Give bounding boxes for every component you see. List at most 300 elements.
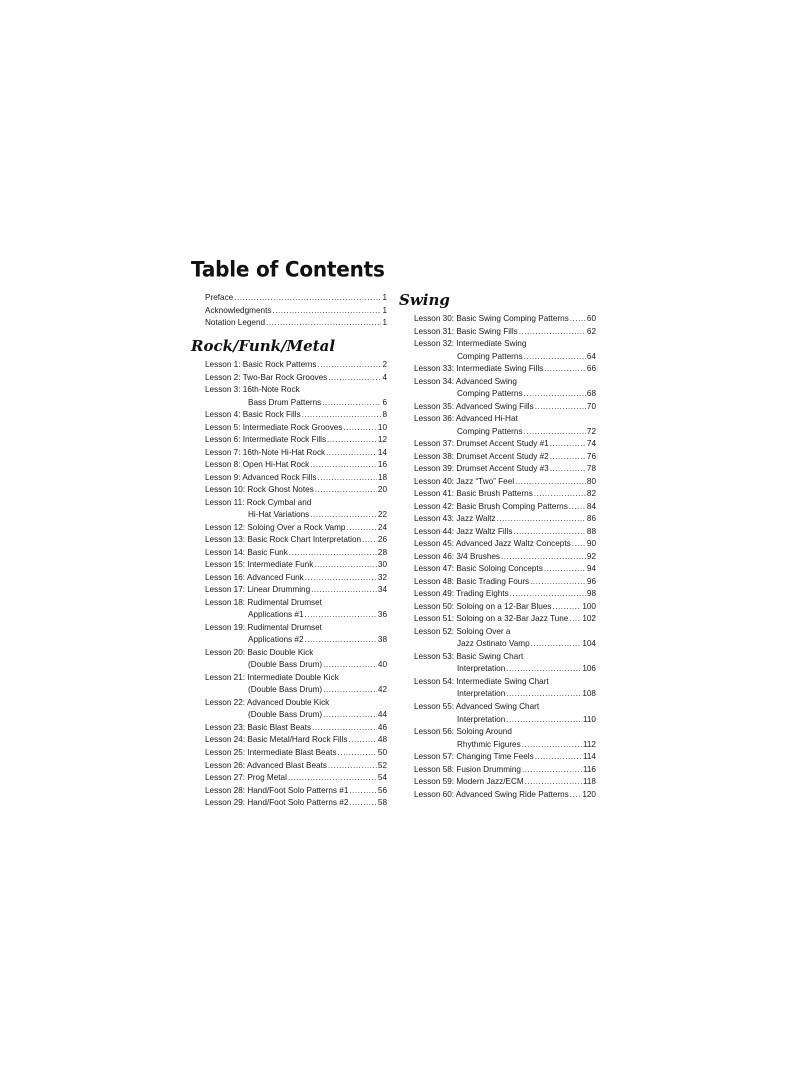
- toc-entry-title: Lesson 12: Soloing Over a Rock Vamp: [205, 522, 346, 532]
- toc-entry[interactable]: [414, 789, 596, 802]
- dot-leader: [501, 551, 586, 564]
- dot-leader: [550, 451, 586, 464]
- toc-entry-line: [205, 372, 387, 385]
- toc-entry[interactable]: [205, 372, 387, 385]
- toc-entry-line: [414, 701, 596, 714]
- toc-entry-continuation: [205, 509, 387, 522]
- toc-entry-line: [414, 326, 596, 339]
- toc-entry[interactable]: [414, 626, 596, 651]
- toc-entry-page-number: 92: [586, 551, 596, 561]
- toc-entry-title: Lesson 20: Basic Double Kick: [205, 647, 314, 657]
- toc-entry-line: [414, 613, 596, 626]
- toc-entry-page-number: 68: [586, 389, 596, 399]
- toc-entry-title: Lesson 41: Basic Brush Patterns: [414, 489, 533, 499]
- toc-entry-line: [205, 384, 387, 397]
- toc-entry-page-number: 118: [582, 777, 596, 787]
- dot-leader: [569, 501, 586, 514]
- toc-entry[interactable]: [414, 563, 596, 576]
- toc-entry[interactable]: [414, 776, 596, 789]
- toc-entry[interactable]: [205, 547, 387, 560]
- dot-leader: [234, 292, 381, 305]
- toc-entry-title: Lesson 35: Advanced Swing Fills: [414, 401, 534, 411]
- toc-entry-title: Lesson 53: Basic Swing Chart: [414, 651, 524, 661]
- toc-entry[interactable]: [205, 772, 387, 785]
- toc-entry-title: Lesson 9: Advanced Rock Fills: [205, 472, 317, 482]
- toc-entry-line: [205, 409, 387, 422]
- dot-leader: [349, 785, 377, 798]
- toc-entry-title-continued: Comping Patterns: [457, 426, 523, 436]
- toc-entry[interactable]: [414, 751, 596, 764]
- toc-entry[interactable]: [414, 326, 596, 339]
- toc-entry-title: Lesson 22: Advanced Double Kick: [205, 697, 330, 707]
- toc-entry-title: Lesson 31: Basic Swing Fills: [414, 326, 518, 336]
- dot-leader: [328, 372, 381, 385]
- toc-entry-title: Lesson 52: Soloing Over a: [414, 626, 511, 636]
- dot-leader: [569, 613, 581, 626]
- toc-entry-title: Lesson 60: Advanced Swing Ride Patterns: [414, 789, 569, 799]
- toc-entry-line: [205, 305, 387, 318]
- toc-entry-title: Lesson 4: Basic Rock Fills: [205, 410, 301, 420]
- toc-entry[interactable]: [205, 497, 387, 522]
- toc-entry-page-number: 64: [586, 351, 596, 361]
- dot-leader: [288, 772, 377, 785]
- toc-entry-page-number: 50: [377, 747, 387, 757]
- toc-entry-page-number: 112: [582, 739, 596, 749]
- toc-entry-page-number: 74: [586, 439, 596, 449]
- dot-leader: [314, 559, 377, 572]
- toc-entry[interactable]: [205, 317, 387, 330]
- toc-entry-continuation: [414, 688, 596, 701]
- dot-leader: [346, 522, 376, 535]
- toc-entry-line: [205, 760, 387, 773]
- toc-entry-title: Lesson 57: Changing Time Feels: [414, 752, 534, 762]
- toc-entry-continuation: [205, 634, 387, 647]
- toc-entry[interactable]: [414, 651, 596, 676]
- toc-entry-page-number: 30: [377, 560, 387, 570]
- toc-entry-line: [414, 776, 596, 789]
- toc-entry-page-number: 34: [377, 585, 387, 595]
- toc-entry-line: [205, 434, 387, 447]
- dot-leader: [535, 751, 582, 764]
- toc-entry-line: [205, 672, 387, 685]
- toc-entry-page-number: 22: [377, 510, 387, 520]
- toc-entry-title: Lesson 2: Two-Bar Rock Grooves: [205, 372, 328, 382]
- toc-entry-page-number: 72: [586, 426, 596, 436]
- dot-leader: [318, 472, 377, 485]
- dot-leader: [349, 797, 377, 810]
- toc-entry-continuation: [205, 659, 387, 672]
- toc-entry-line: [414, 789, 596, 802]
- toc-entry-line: [205, 547, 387, 560]
- toc-entry-line: [205, 647, 387, 660]
- dot-leader: [544, 563, 586, 576]
- dot-leader: [362, 534, 377, 547]
- dot-leader: [570, 789, 582, 802]
- toc-entry[interactable]: [205, 447, 387, 460]
- toc-entry[interactable]: [414, 613, 596, 626]
- toc-entry-line: [414, 576, 596, 589]
- toc-entry-line: [414, 413, 596, 426]
- toc-entry-line: [205, 497, 387, 510]
- toc-entry-line: [205, 459, 387, 472]
- toc-entry-page-number: 6: [382, 397, 387, 407]
- dot-leader: [289, 547, 377, 560]
- toc-entry-title: Lesson 46: 3/4 Brushes: [414, 551, 501, 561]
- toc-entry-title-continued: Applications #1: [248, 610, 304, 620]
- toc-entry-line: [205, 447, 387, 460]
- toc-entry-title: Lesson 44: Jazz Waltz Fills: [414, 526, 513, 536]
- toc-entry-title: Lesson 29: Hand/Foot Solo Patterns #2: [205, 798, 349, 808]
- toc-entry-page-number: 52: [377, 760, 387, 770]
- toc-entry-title: Lesson 1: Basic Rock Patterns: [205, 360, 317, 369]
- toc-entry[interactable]: [205, 292, 387, 305]
- toc-entry[interactable]: [414, 338, 596, 363]
- swing-list: [414, 313, 596, 801]
- dot-leader: [525, 776, 582, 789]
- dot-leader: [272, 305, 381, 318]
- toc-entry[interactable]: [205, 760, 387, 773]
- toc-entry-title: Lesson 47: Basic Soloing Concepts: [414, 564, 543, 574]
- toc-entry-title-continued: Interpretation: [457, 714, 506, 724]
- toc-entry-title: Lesson 19: Rudimental Drumset: [205, 622, 322, 632]
- toc-entry[interactable]: [414, 701, 596, 726]
- toc-entry[interactable]: [414, 588, 596, 601]
- toc-entry-page-number: 38: [377, 635, 387, 645]
- toc-entry-line: [205, 584, 387, 597]
- toc-entry-line: [414, 651, 596, 664]
- toc-entry-line: [414, 363, 596, 376]
- toc-entry[interactable]: [205, 584, 387, 597]
- toc-entry[interactable]: [205, 747, 387, 760]
- toc-entry[interactable]: [205, 559, 387, 572]
- toc-entry-title: Lesson 5: Intermediate Rock Grooves: [205, 422, 343, 432]
- toc-entry[interactable]: [205, 734, 387, 747]
- dot-leader: [535, 401, 586, 414]
- dot-leader: [338, 747, 377, 760]
- toc-entry-line: [205, 622, 387, 635]
- dot-leader: [550, 463, 586, 476]
- toc-entry-line: [414, 563, 596, 576]
- toc-entry[interactable]: [414, 363, 596, 376]
- toc-entry-line: [414, 626, 596, 639]
- toc-entry-page-number: 106: [582, 664, 596, 674]
- toc-entry-line: [205, 785, 387, 798]
- toc-entry-continuation: [205, 397, 387, 410]
- toc-entry-line: [205, 797, 387, 810]
- toc-entry-line: [414, 601, 596, 614]
- section-title-swing: Swing: [399, 291, 450, 309]
- dot-leader: [318, 359, 382, 372]
- toc-entry-line: [205, 597, 387, 610]
- dot-leader: [348, 734, 376, 747]
- toc-entry-title: Lesson 48: Basic Trading Fours: [414, 576, 530, 586]
- toc-entry-page-number: 1: [382, 318, 387, 328]
- toc-entry[interactable]: [414, 676, 596, 701]
- toc-entry-title: Lesson 55: Advanced Swing Chart: [414, 701, 540, 711]
- toc-entry-line: [205, 472, 387, 485]
- toc-entry[interactable]: [414, 376, 596, 401]
- dot-leader: [550, 438, 586, 451]
- toc-entry[interactable]: [414, 601, 596, 614]
- toc-entry-title: Lesson 39: Drumset Accent Study #3: [414, 464, 549, 474]
- toc-entry-page-number: 32: [377, 572, 387, 582]
- toc-entry-page-number: 60: [586, 314, 596, 323]
- toc-entry[interactable]: [205, 434, 387, 447]
- toc-entry-page-number: 28: [377, 547, 387, 557]
- toc-entry-page-number: 16: [377, 460, 387, 470]
- toc-entry-title: Lesson 18: Rudimental Drumset: [205, 597, 322, 607]
- toc-entry-title-continued: Interpretation: [457, 689, 506, 699]
- dot-leader: [513, 526, 585, 539]
- page-title: Table of Contents: [191, 256, 385, 282]
- toc-entry[interactable]: [205, 459, 387, 472]
- dot-leader: [519, 326, 586, 339]
- toc-entry-title: Lesson 51: Soloing on a 32-Bar Jazz Tune: [414, 614, 569, 624]
- toc-entry-title: Lesson 42: Basic Brush Comping Patterns: [414, 501, 568, 511]
- toc-entry-title: Lesson 36: Advanced Hi-Hat: [414, 414, 518, 424]
- toc-entry[interactable]: [205, 422, 387, 435]
- toc-entry-page-number: 20: [377, 485, 387, 495]
- toc-entry[interactable]: [205, 472, 387, 485]
- toc-entry[interactable]: [414, 438, 596, 451]
- toc-entry-title: Lesson 3: 16th-Note Rock: [205, 385, 300, 395]
- rock-funk-metal-list: [205, 359, 387, 810]
- toc-entry-page-number: 90: [586, 539, 596, 549]
- dot-leader: [497, 513, 586, 526]
- toc-entry-title-continued: Rhythmic Figures: [457, 739, 521, 749]
- toc-entry-continuation: [414, 638, 596, 651]
- toc-entry-title: Lesson 25: Intermediate Blast Beats: [205, 747, 337, 757]
- toc-entry[interactable]: [205, 484, 387, 497]
- toc-entry[interactable]: [205, 597, 387, 622]
- toc-entry-line: [414, 726, 596, 739]
- toc-entry[interactable]: [414, 501, 596, 514]
- dot-leader: [510, 588, 586, 601]
- dot-leader: [534, 488, 586, 501]
- toc-entry-page-number: 80: [586, 476, 596, 486]
- toc-entry-title-continued: Comping Patterns: [457, 389, 523, 399]
- toc-entry-title: Lesson 40: Jazz “Two” Feel: [414, 476, 515, 486]
- toc-entry-page-number: 40: [377, 660, 387, 670]
- toc-entry-page-number: 110: [582, 714, 596, 724]
- toc-entry-line: [205, 747, 387, 760]
- dot-leader: [506, 663, 581, 676]
- dot-leader: [305, 609, 377, 622]
- dot-leader: [522, 739, 582, 752]
- toc-entry-page-number: 10: [377, 422, 387, 432]
- toc-entry-page-number: 46: [377, 722, 387, 732]
- front-matter-list: [205, 292, 387, 330]
- toc-entry-page-number: 56: [377, 785, 387, 795]
- toc-entry-line: [414, 401, 596, 414]
- toc-entry-title: Lesson 26: Advanced Blast Beats: [205, 760, 327, 770]
- toc-entry-page-number: 102: [582, 614, 596, 624]
- toc-entry[interactable]: [414, 551, 596, 564]
- dot-leader: [310, 459, 377, 472]
- toc-entry-page-number: 36: [377, 610, 387, 620]
- dot-leader: [531, 638, 582, 651]
- dot-leader: [530, 576, 586, 589]
- toc-entry[interactable]: [414, 488, 596, 501]
- toc-entry-page-number: 96: [586, 576, 596, 586]
- toc-entry-line: [205, 534, 387, 547]
- toc-entry-title-continued: Hi-Hat Variations: [248, 510, 310, 520]
- toc-entry-page-number: 8: [382, 410, 387, 420]
- toc-entry[interactable]: [205, 672, 387, 697]
- toc-entry-page-number: 116: [582, 764, 596, 774]
- toc-entry-title: Lesson 17: Linear Drumming: [205, 585, 311, 595]
- toc-entry-page-number: 12: [377, 435, 387, 445]
- toc-entry-title: Lesson 10: Rock Ghost Notes: [205, 485, 314, 495]
- toc-entry[interactable]: [205, 647, 387, 672]
- toc-entry-line: [414, 451, 596, 464]
- toc-entry-line: [205, 484, 387, 497]
- toc-entry[interactable]: [414, 463, 596, 476]
- toc-entry-title: Lesson 27: Prog Metal: [205, 773, 287, 783]
- toc-entry-page-number: 86: [586, 514, 596, 524]
- toc-entry-line: [414, 438, 596, 451]
- toc-entry[interactable]: [414, 476, 596, 489]
- toc-entry-line: [414, 338, 596, 351]
- toc-entry[interactable]: [205, 697, 387, 722]
- toc-entry-continuation: [414, 739, 596, 752]
- toc-entry[interactable]: [205, 384, 387, 409]
- toc-entry-line: [414, 488, 596, 501]
- toc-entry-title: Lesson 34: Advanced Swing: [414, 376, 517, 386]
- dot-leader: [552, 601, 581, 614]
- toc-entry[interactable]: [205, 305, 387, 318]
- toc-entry-continuation: [414, 714, 596, 727]
- toc-entry-title: Lesson 32: Intermediate Swing: [414, 339, 527, 349]
- toc-entry-title: Lesson 43: Jazz Waltz: [414, 514, 496, 524]
- toc-entry-line: [414, 513, 596, 526]
- toc-entry-continuation: [205, 609, 387, 622]
- dot-leader: [266, 317, 381, 330]
- toc-entry-title: Lesson 37: Drumset Accent Study #1: [414, 439, 549, 449]
- toc-entry-line: [414, 526, 596, 539]
- toc-entry-title: Acknowledgments: [205, 305, 272, 315]
- section-title-rock-funk-metal: Rock/Funk/Metal: [191, 337, 336, 355]
- dot-leader: [302, 409, 382, 422]
- toc-entry[interactable]: [414, 401, 596, 414]
- toc-entry-continuation: [205, 684, 387, 697]
- dot-leader: [327, 434, 377, 447]
- toc-entry[interactable]: [414, 764, 596, 777]
- dot-leader: [506, 714, 582, 727]
- toc-entry[interactable]: [205, 359, 387, 372]
- toc-entry-continuation: [205, 709, 387, 722]
- toc-entry-page-number: 84: [586, 501, 596, 511]
- toc-entry-title: Lesson 14: Basic Funk: [205, 547, 288, 557]
- toc-entry[interactable]: [205, 722, 387, 735]
- toc-entry-line: [205, 522, 387, 535]
- toc-entry-continuation: [414, 388, 596, 401]
- toc-entry-line: [205, 722, 387, 735]
- toc-entry-page-number: 44: [377, 710, 387, 720]
- toc-entry-page-number: 82: [586, 489, 596, 499]
- toc-entry-title: Lesson 58: Fusion Drumming: [414, 764, 521, 774]
- dot-leader: [310, 509, 377, 522]
- toc-entry[interactable]: [205, 622, 387, 647]
- toc-entry-page-number: 108: [582, 689, 596, 699]
- toc-entry-line: [414, 751, 596, 764]
- toc-entry-line: [414, 376, 596, 389]
- toc-entry[interactable]: [414, 513, 596, 526]
- toc-entry-page-number: 114: [582, 752, 596, 762]
- toc-entry[interactable]: [414, 538, 596, 551]
- toc-entry-line: [205, 559, 387, 572]
- toc-entry-title: Lesson 11: Rock Cymbal and: [205, 497, 312, 507]
- dot-leader: [515, 476, 586, 489]
- toc-entry-page-number: 104: [582, 639, 596, 649]
- toc-entry-page-number: 76: [586, 451, 596, 461]
- toc-entry-title: Lesson 45: Advanced Jazz Waltz Concepts: [414, 539, 571, 549]
- toc-entry[interactable]: [414, 526, 596, 539]
- toc-entry[interactable]: [414, 451, 596, 464]
- toc-entry-page-number: 94: [586, 564, 596, 574]
- toc-entry-page-number: 120: [582, 789, 596, 799]
- dot-leader: [544, 363, 586, 376]
- toc-entry-continuation: [414, 663, 596, 676]
- toc-entry-page-number: 26: [377, 535, 387, 545]
- toc-entry[interactable]: [414, 313, 596, 326]
- toc-entry[interactable]: [205, 785, 387, 798]
- toc-entry-title: Lesson 23: Basic Blast Beats: [205, 722, 312, 732]
- toc-entry-title: Notation Legend: [205, 318, 266, 328]
- toc-entry[interactable]: [414, 413, 596, 438]
- toc-entry-page-number: 100: [582, 601, 596, 611]
- toc-entry-title-continued: Applications #2: [248, 635, 304, 645]
- toc-entry-title: Lesson 21: Intermediate Double Kick: [205, 672, 339, 682]
- toc-entry[interactable]: [414, 576, 596, 589]
- toc-entry-line: [414, 676, 596, 689]
- dot-leader: [311, 584, 377, 597]
- toc-entry-line: [414, 476, 596, 489]
- toc-entry-line: [205, 572, 387, 585]
- toc-entry-page-number: 88: [586, 526, 596, 536]
- toc-entry-line: [205, 734, 387, 747]
- toc-entry-title: Lesson 30: Basic Swing Comping Patterns: [414, 314, 569, 323]
- toc-entry-title: Lesson 7: 16th-Note Hi-Hat Rock: [205, 447, 326, 457]
- toc-entry[interactable]: [205, 797, 387, 810]
- toc-entry-continuation: [414, 351, 596, 364]
- toc-entry-title: Lesson 54: Intermediate Swing Chart: [414, 676, 549, 686]
- toc-entry-title: Lesson 56: Soloing Around: [414, 727, 512, 737]
- toc-entry-line: [414, 551, 596, 564]
- toc-entry[interactable]: [414, 726, 596, 751]
- toc-entry-title: Lesson 33: Intermediate Swing Fills: [414, 364, 544, 374]
- toc-entry-page-number: 58: [377, 798, 387, 808]
- dot-leader: [343, 422, 376, 435]
- toc-entry-line: [414, 313, 596, 326]
- toc-entry-title: Lesson 8: Open Hi-Hat Rock: [205, 460, 310, 470]
- toc-entry[interactable]: [205, 522, 387, 535]
- toc-entry[interactable]: [205, 409, 387, 422]
- dot-leader: [323, 709, 377, 722]
- toc-entry[interactable]: [205, 534, 387, 547]
- toc-entry-line: [205, 422, 387, 435]
- toc-entry-title: Lesson 13: Basic Rock Chart Interpretation: [205, 535, 362, 545]
- dot-leader: [524, 351, 586, 364]
- toc-entry[interactable]: [205, 572, 387, 585]
- toc-entry-line: [414, 588, 596, 601]
- toc-entry-title: Lesson 15: Intermediate Funk: [205, 560, 314, 570]
- toc-entry-title: Lesson 28: Hand/Foot Solo Patterns #1: [205, 785, 349, 795]
- dot-leader: [572, 538, 586, 551]
- toc-entry-line: [414, 538, 596, 551]
- toc-entry-line: [414, 501, 596, 514]
- dot-leader: [305, 572, 377, 585]
